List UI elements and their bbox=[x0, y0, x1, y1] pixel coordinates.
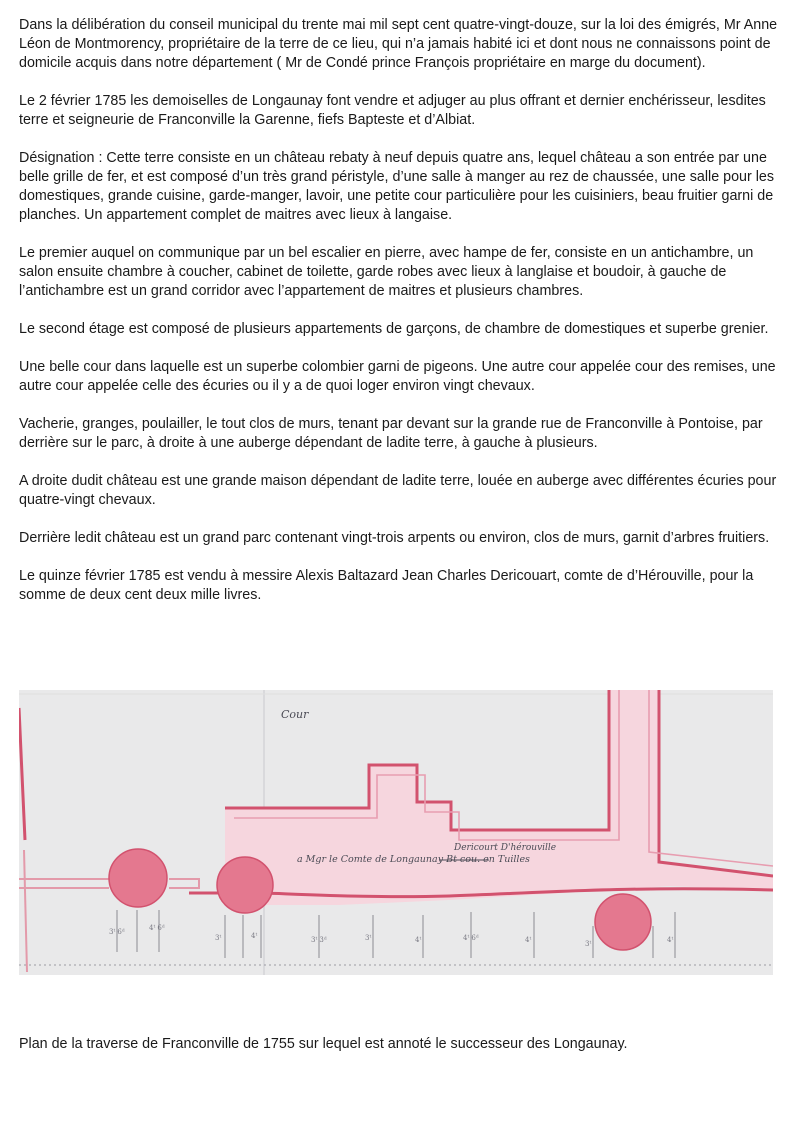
historic-plan-image bbox=[19, 690, 773, 975]
svg-text:4ᵗ: 4ᵗ bbox=[667, 936, 674, 944]
left-wall-line bbox=[19, 708, 25, 840]
paragraph-sale-herouville: Le quinze février 1785 est vendu à messire Alexis Baltazard Jean Charles Dericouart, comte de d’Hérouville, pour la somme de deux cent deux mille livres. bbox=[19, 568, 754, 603]
svg-text:4ᵗ: 4ᵗ bbox=[415, 936, 422, 944]
property-wash bbox=[225, 690, 773, 905]
paragraph-second-floor: Le second étage est composé de plusieurs appartements de garçons, de chambre de domestiques et superbe grenier. bbox=[19, 321, 769, 337]
svg-text:3ᵗ: 3ᵗ bbox=[365, 934, 372, 942]
boundary-stone-3 bbox=[595, 894, 651, 950]
building-inner-outline-right bbox=[649, 690, 773, 866]
svg-text:4ᵗ 6ᵈ: 4ᵗ 6ᵈ bbox=[149, 924, 165, 932]
label-cour: Cour bbox=[281, 708, 309, 721]
label-owner: a Mgr le Comte de Longaunay Bt cou. en Tuilles bbox=[297, 854, 530, 865]
paragraph-designation: Désignation : Cette terre consiste en un château rebaty à neuf depuis quatre ans, lequel château a son entrée par une belle grille de fer, et est composé d’un très grand péristyle, d’une salle à manger au rez de chaussée, une salle pour les domestiques, grande cuisine, garde-manger, lavoir, une petite cour particulière pour les cuisiniers, beau fruitier garni de planches. Un appartement complet de maitres avec lieux à langaise. bbox=[19, 150, 774, 223]
paragraph-inn: A droite dudit château est une grande maison dépendant de ladite terre, louée en auberge avec différentes écuries pour quatre-vingt chevaux. bbox=[19, 473, 777, 508]
paragraph-sale-1785: Le 2 février 1785 les demoiselles de Longaunay font vendre et adjuger au plus offrant et dernier enchérisseur, lesdites terre et seigneurie de Franconville la Garenne, fiefs Bapteste et d’Albiat. bbox=[19, 93, 766, 128]
left-wall-line-lower bbox=[24, 850, 27, 972]
paragraph-outbuildings: Vacherie, granges, poulailler, le tout clos de murs, tenant par devant sur la grande rue de Franconville à Pontoise, par derrière sur le parc, à droite à une auberge dépendant de ladite terre, à gauche à plusieurs. bbox=[19, 416, 763, 451]
measurement-ticks bbox=[117, 910, 675, 958]
measurement-marks bbox=[109, 924, 673, 948]
paragraph-deliberation: Dans la délibération du conseil municipal du trente mai mil sept cent quatre-vingt-douze, sur la loi des émigrés, Mr Anne Léon de Montmorency, propriétaire de la terre de ce lieu, qui n’a jamais habité ici et dont nous ne connaissons point de domicile acquis dans notre département ( Mr de Condé prince François propriétaire en marge du document). bbox=[19, 17, 778, 71]
boundary-stone-1 bbox=[109, 849, 167, 907]
svg-text:3ᵗ 6ᵈ: 3ᵗ 6ᵈ bbox=[109, 928, 125, 936]
svg-text:3ᵗ: 3ᵗ bbox=[585, 940, 592, 948]
label-correction: Dericourt D'hérouville bbox=[454, 843, 557, 853]
svg-text:4ᵗ: 4ᵗ bbox=[251, 932, 258, 940]
article-body bbox=[19, 16, 779, 624]
svg-text:3ᵗ: 3ᵗ bbox=[215, 934, 222, 942]
plan-drawing bbox=[19, 690, 773, 975]
paragraph-first-floor: Le premier auquel on communique par un bel escalier en pierre, avec hampe de fer, consiste en un antichambre, un salon ensuite chambre à coucher, cabinet de toilette, garde robes avec lieux à langlaise et boudoir, à gauche de l’antichambre est un grand corridor avec l’appartement de maitres et plusieurs chambres. bbox=[19, 245, 754, 299]
svg-text:4ᵗ: 4ᵗ bbox=[525, 936, 532, 944]
figure-caption: Plan de la traverse de Franconville de 1755 sur lequel est annoté le successeur des Longaunay. bbox=[19, 1036, 628, 1052]
building-outline-right bbox=[659, 690, 773, 876]
svg-text:3ᵗ 3ᵈ: 3ᵗ 3ᵈ bbox=[311, 936, 327, 944]
paragraph-courtyards: Une belle cour dans laquelle est un superbe colombier garni de pigeons. Une autre cour appelée cour des remises, une autre cour appelée celle des écuries ou il y a de quoi loger environ vingt chevaux. bbox=[19, 359, 776, 394]
boundary-stone-2 bbox=[217, 857, 273, 913]
paragraph-park: Derrière ledit château est un grand parc contenant vingt-trois arpents ou environ, clos de murs, garnit d’arbres fruitiers. bbox=[19, 530, 770, 546]
svg-text:4ᵗ 6ᵈ: 4ᵗ 6ᵈ bbox=[463, 934, 479, 942]
